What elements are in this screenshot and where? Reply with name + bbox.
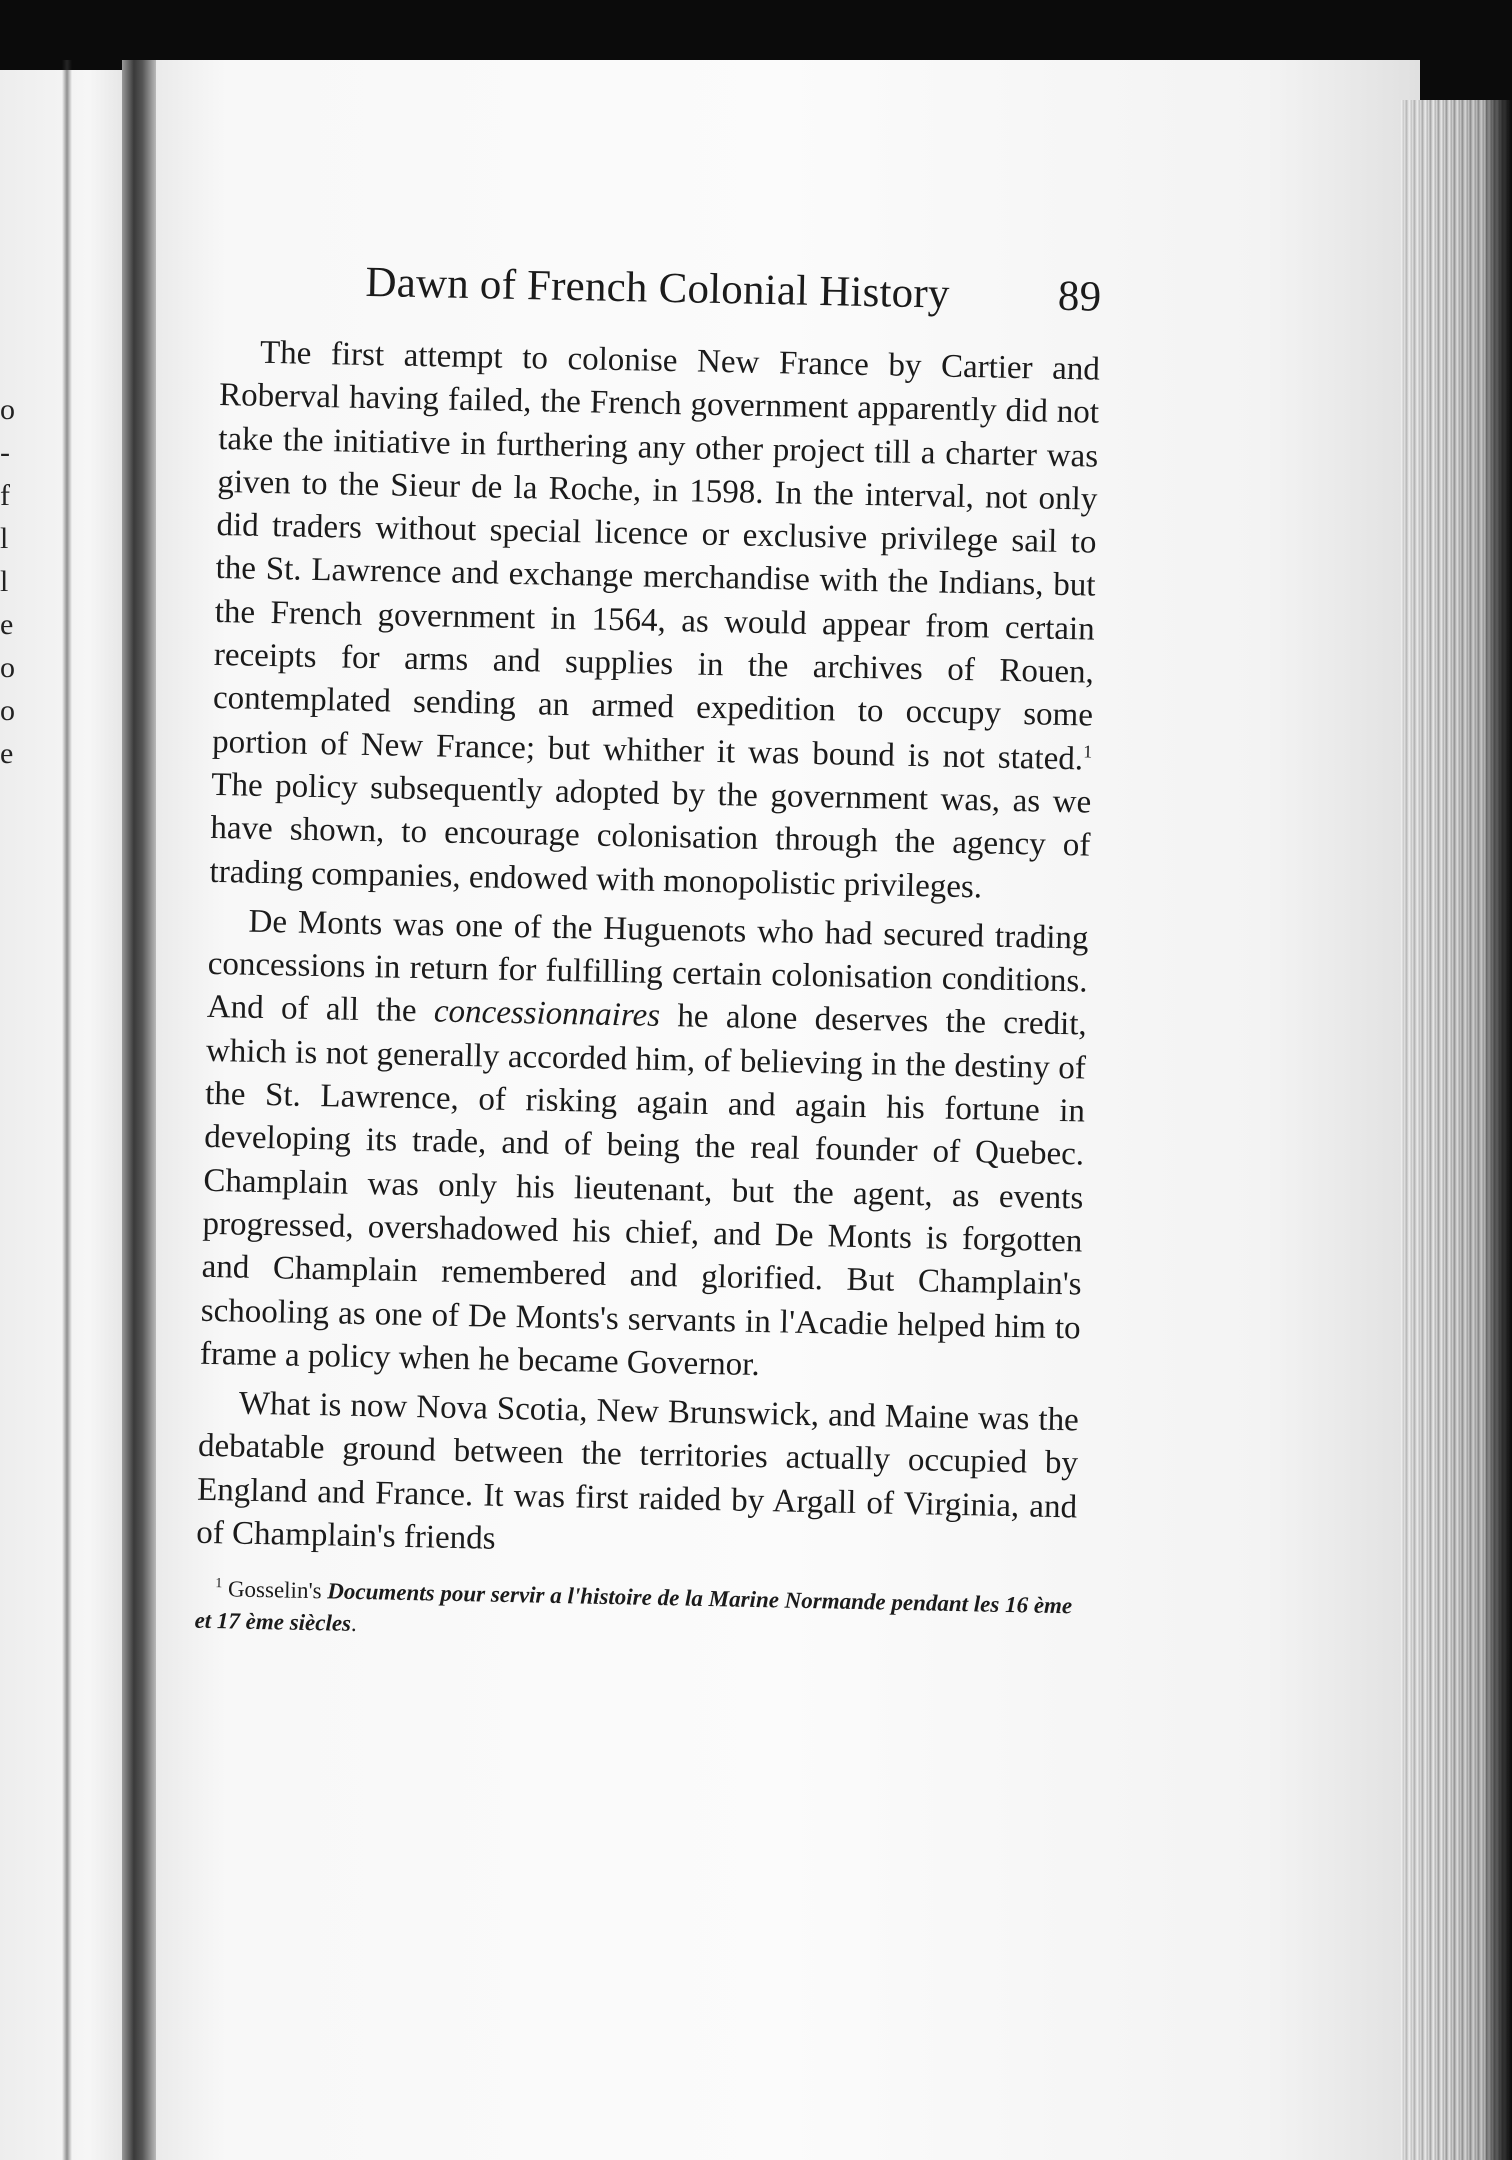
left-fragment: o: [0, 393, 15, 426]
gutter-shadow: [122, 60, 156, 2160]
running-title: Dawn of French Colonial History: [365, 258, 951, 318]
footnote-reference: 1: [1083, 741, 1093, 762]
page-number: 89: [1057, 272, 1102, 321]
footnote-end: .: [350, 1611, 358, 1637]
left-fragment: o: [0, 694, 15, 727]
left-fragment: e: [0, 737, 14, 770]
left-fragment: e: [0, 608, 14, 641]
paragraph-text: he alone deserves the credit, which is not generally accorded him, of believing in the destiny of the St. Lawrence, of risking again and again his fortune in developing its trade, and of being the real founder of Quebec. Champlain was only his lieutenant, but the agent, as events progressed, overshadowed his chief, and De Monts is forgotten and Champlain remembered and glorified. But Champlain's schooling as one of De Monts's servants in l'Acadie helped him to frame a policy when he became Governor.: [199, 998, 1088, 1383]
background-right: [1486, 0, 1512, 2160]
paragraph: [209, 331, 1100, 911]
left-fragment: o: [0, 651, 15, 684]
paragraph-text: The first attempt to colonise New France by Cartier and Roberval having failed, the French government apparently did not take the initiative in furthering any other project till a charter was given to the Sieur de la Roche, in 1598. In the interval, not only did traders without special licence or exclusive privilege sail to the St. Lawrence and exchange merchandise with the Indians, but the French government in 1564, as would appear from certain receipts for arms and supplies in the archives of Rouen, contemplated sending an armed expedition to occupy some portion of New France; but whither it was bound is not stated.: [211, 334, 1101, 778]
italic-term: concessionnaires: [433, 993, 661, 1035]
paragraph-text: The policy subsequently adopted by the government was, as we have shown, to encourage colonisation through the agency of trading companies, endowed with monopolistic privileges.: [209, 766, 1092, 905]
footnote-title: Documents pour servir a l'histoire de la Marine Normande pendant les 16 ème et 17 ème siècles: [194, 1578, 1073, 1637]
left-page-fragments: [0, 388, 20, 775]
page-text: [194, 255, 1102, 1655]
left-fragment: -: [0, 436, 10, 469]
left-fragment: l: [0, 522, 9, 555]
paragraph-text: What is now Nova Scotia, New Brunswick, and Maine was the debatable ground between the territories actually occupied by England and France. It was first raided by Argall of Virginia, and of Champlain's friends: [195, 1385, 1080, 1557]
paragraph: [199, 900, 1088, 1394]
gutter-shadow-outer: [62, 60, 72, 2160]
footnote-mark: 1: [215, 1576, 223, 1592]
left-fragment: l: [0, 565, 9, 598]
paragraph: [196, 1382, 1079, 1573]
paragraph-text: De Monts was one of the Huguenots who had secured trading concessions in return for fulfilling certain colonisation conditions. And of all the: [206, 903, 1089, 1030]
left-fragment: f: [0, 479, 10, 512]
footnote-author: Gosselin's: [221, 1576, 328, 1604]
